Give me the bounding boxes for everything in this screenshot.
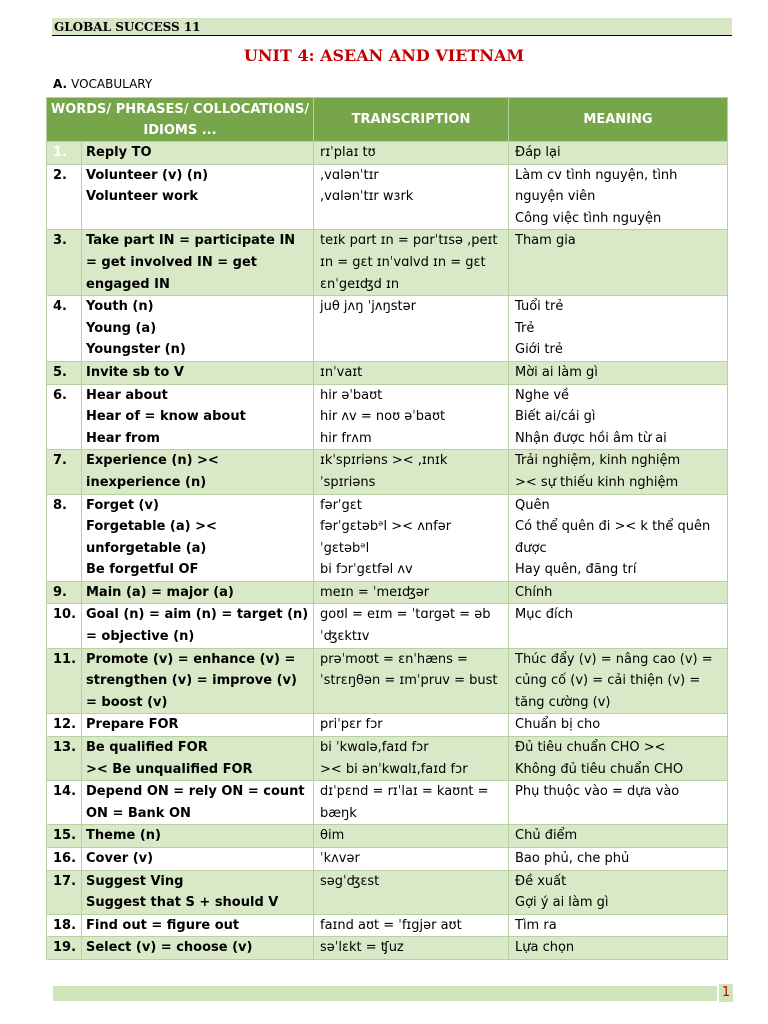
row-number: 17. bbox=[47, 870, 82, 914]
table-row bbox=[47, 164, 728, 230]
meaning-line: Giới trẻ bbox=[515, 342, 563, 358]
meaning-line: Tuổi trẻ bbox=[515, 299, 564, 315]
transcription-cell bbox=[314, 870, 509, 914]
transcription-line: bi fɔrˈgɛtfəl ʌv bbox=[320, 562, 413, 578]
transcription-line: ,vɑlənˈtɪr wɜrk bbox=[320, 189, 414, 205]
meaning-line: Chủ điểm bbox=[515, 828, 578, 844]
transcription-line: >< bi ənˈkwɑlɪ,faɪd fɔr bbox=[320, 761, 468, 777]
word-cell bbox=[82, 781, 314, 825]
meaning-cell bbox=[509, 384, 728, 450]
row-number: 13. bbox=[47, 737, 82, 781]
word-line: unforgetable (a) bbox=[86, 540, 207, 556]
row-number: 14. bbox=[47, 781, 82, 825]
meaning-line: Trải nghiệm, kinh nghiệm bbox=[515, 453, 681, 469]
table-row bbox=[47, 914, 728, 937]
meaning-line: Biết ai/cái gì bbox=[515, 409, 596, 425]
meaning-line: Tìm ra bbox=[515, 917, 557, 933]
word-cell bbox=[82, 450, 314, 494]
meaning-line: Gợi ý ai làm gì bbox=[515, 895, 609, 911]
word-cell bbox=[82, 825, 314, 848]
transcription-cell bbox=[314, 230, 509, 296]
word-line: Hear from bbox=[86, 430, 160, 446]
word-cell bbox=[82, 230, 314, 296]
meaning-line: >< sự thiếu kinh nghiệm bbox=[515, 474, 679, 490]
table-header-row bbox=[47, 98, 728, 142]
meaning-cell bbox=[509, 296, 728, 362]
meaning-line: Nghe về bbox=[515, 387, 570, 403]
table-row bbox=[47, 604, 728, 648]
word-cell bbox=[82, 384, 314, 450]
table-row bbox=[47, 296, 728, 362]
meaning-line: Lựa chọn bbox=[515, 940, 575, 956]
table-body bbox=[47, 142, 728, 960]
word-line: Cover (v) bbox=[86, 851, 154, 866]
meaning-cell bbox=[509, 937, 728, 960]
row-number: 15. bbox=[47, 825, 82, 848]
meaning-line: Thúc đẩy (v) = nâng cao (v) = củng cố (v) = cải thiện (v) = tăng cường (v) bbox=[515, 651, 713, 710]
column-header-words: WORDS/ PHRASES/ COLLOCATIONS/ IDIOMS ... bbox=[47, 98, 314, 142]
meaning-line: Đáp lại bbox=[515, 145, 561, 160]
word-cell bbox=[82, 848, 314, 871]
word-line: Find out = figure out bbox=[86, 917, 240, 933]
transcription-cell bbox=[314, 848, 509, 871]
word-line: Volunteer (v) (n) bbox=[86, 167, 209, 183]
transcription-line: juθ jʌŋ ˈjʌŋstər bbox=[320, 299, 416, 315]
transcription-line: səgˈʤɛst bbox=[320, 873, 380, 889]
footer-bar bbox=[53, 986, 717, 1001]
meaning-cell bbox=[509, 361, 728, 384]
transcription-cell bbox=[314, 714, 509, 737]
word-line: Youngster (n) bbox=[86, 342, 186, 358]
word-line: Promote (v) = enhance (v) = strengthen (v) = improve (v) = boost (v) bbox=[86, 651, 297, 710]
section-heading bbox=[53, 77, 152, 91]
table-row bbox=[47, 714, 728, 737]
word-line: Depend ON = rely ON = count ON = Bank ON bbox=[86, 784, 305, 821]
table-row bbox=[47, 230, 728, 296]
row-number: 16. bbox=[47, 848, 82, 871]
transcription-cell bbox=[314, 648, 509, 714]
word-cell bbox=[82, 142, 314, 165]
table-row bbox=[47, 384, 728, 450]
word-line: Hear of = know about bbox=[86, 409, 246, 425]
meaning-cell bbox=[509, 737, 728, 781]
word-line: Goal (n) = aim (n) = target (n) = objective (n) bbox=[86, 607, 309, 645]
row-number: 2. bbox=[47, 164, 82, 230]
transcription-line: faɪnd aʊt = ˈfɪgjər aʊt bbox=[320, 917, 462, 933]
meaning-cell bbox=[509, 914, 728, 937]
transcription-cell bbox=[314, 581, 509, 604]
meaning-cell bbox=[509, 164, 728, 230]
meaning-cell bbox=[509, 870, 728, 914]
table-row bbox=[47, 648, 728, 714]
transcription-line: teɪk pɑrt ɪn = pɑrˈtɪsə ,peɪt ɪn = gɛt ɪnˈvɑlvd ɪn = gɛt ɛnˈgeɪʤd ɪn bbox=[320, 233, 498, 292]
section-letter: A. bbox=[53, 77, 68, 91]
meaning-line: Hay quên, đãng trí bbox=[515, 562, 637, 578]
row-number: 7. bbox=[47, 450, 82, 494]
meaning-cell bbox=[509, 142, 728, 165]
transcription-line: rɪˈplaɪ tʊ bbox=[320, 145, 376, 160]
word-line: Reply TO bbox=[86, 145, 152, 160]
transcription-line: hir ʌv = noʊ əˈbaʊt bbox=[320, 409, 446, 425]
word-line: Young (a) bbox=[86, 320, 157, 336]
row-number: 1. bbox=[47, 142, 82, 165]
transcription-cell bbox=[314, 825, 509, 848]
meaning-line: Mục đích bbox=[515, 607, 573, 623]
transcription-cell bbox=[314, 142, 509, 165]
meaning-line: Trẻ bbox=[515, 320, 535, 336]
meaning-line: Mời ai làm gì bbox=[515, 364, 598, 380]
table-row bbox=[47, 781, 728, 825]
transcription-line: priˈpɛr fɔr bbox=[320, 717, 383, 733]
meaning-cell bbox=[509, 494, 728, 581]
transcription-line: bi ˈkwɑlə,faɪd fɔr bbox=[320, 740, 429, 756]
section-name: VOCABULARY bbox=[71, 77, 153, 91]
meaning-cell bbox=[509, 848, 728, 871]
word-line: Suggest that S + should V bbox=[86, 895, 279, 911]
transcription-line: ˈkʌvər bbox=[320, 851, 360, 866]
meaning-cell bbox=[509, 648, 728, 714]
word-line: inexperience (n) bbox=[86, 474, 207, 490]
transcription-line: ,vɑlənˈtɪr bbox=[320, 167, 379, 183]
meaning-cell bbox=[509, 825, 728, 848]
book-header: GLOBAL SUCCESS 11 bbox=[52, 18, 732, 36]
transcription-line: ɪkˈspɪriəns >< ,ɪnɪk ˈspɪriəns bbox=[320, 453, 448, 490]
meaning-cell bbox=[509, 604, 728, 648]
word-line: Take part IN = participate IN bbox=[86, 233, 296, 249]
meaning-line: Chính bbox=[515, 584, 553, 600]
transcription-cell bbox=[314, 494, 509, 581]
column-header-transcription: TRANSCRIPTION bbox=[314, 98, 509, 142]
meaning-line: Không đủ tiêu chuẩn CHO bbox=[515, 761, 684, 777]
word-cell bbox=[82, 870, 314, 914]
transcription-cell bbox=[314, 450, 509, 494]
meaning-cell bbox=[509, 781, 728, 825]
word-line: Volunteer work bbox=[86, 189, 199, 205]
meaning-cell bbox=[509, 450, 728, 494]
word-line: Be forgetful OF bbox=[86, 562, 199, 578]
word-line: Theme (n) bbox=[86, 828, 161, 844]
page-number: 1 bbox=[719, 984, 733, 1002]
transcription-cell bbox=[314, 604, 509, 648]
row-number: 3. bbox=[47, 230, 82, 296]
word-line: >< Be unqualified FOR bbox=[86, 761, 253, 777]
transcription-line: θim bbox=[320, 828, 345, 844]
row-number: 19. bbox=[47, 937, 82, 960]
table-row bbox=[47, 581, 728, 604]
transcription-line: səˈlɛkt = ʧuz bbox=[320, 940, 404, 956]
meaning-cell bbox=[509, 714, 728, 737]
word-cell bbox=[82, 714, 314, 737]
transcription-cell bbox=[314, 361, 509, 384]
meaning-line: Chuẩn bị cho bbox=[515, 717, 601, 733]
meaning-line: Nhận được hồi âm từ ai bbox=[515, 430, 667, 446]
transcription-line: fərˈgɛtəbᵊl >< ʌnfər ˈgɛtəbᵊl bbox=[320, 519, 452, 556]
meaning-line: Đủ tiêu chuẩn CHO >< bbox=[515, 740, 666, 756]
word-line: Select (v) = choose (v) bbox=[86, 940, 253, 956]
word-cell bbox=[82, 581, 314, 604]
transcription-cell bbox=[314, 781, 509, 825]
row-number: 10. bbox=[47, 604, 82, 648]
row-number: 4. bbox=[47, 296, 82, 362]
table-row bbox=[47, 737, 728, 781]
row-number: 18. bbox=[47, 914, 82, 937]
transcription-line: fərˈgɛt bbox=[320, 497, 362, 513]
table-row bbox=[47, 825, 728, 848]
transcription-line: goʊl = eɪm = ˈtɑrgət = əbˈʤɛktɪv bbox=[320, 607, 491, 645]
word-cell bbox=[82, 914, 314, 937]
row-number: 9. bbox=[47, 581, 82, 604]
word-line: = get involved IN = get engaged IN bbox=[86, 254, 257, 292]
word-cell bbox=[82, 296, 314, 362]
meaning-line: Phụ thuộc vào = dựa vào bbox=[515, 784, 680, 800]
table-row bbox=[47, 937, 728, 960]
word-cell bbox=[82, 361, 314, 384]
word-cell bbox=[82, 937, 314, 960]
table-row bbox=[47, 361, 728, 384]
meaning-line: Có thể quên đi >< k thể quên được bbox=[515, 519, 711, 556]
transcription-cell bbox=[314, 296, 509, 362]
row-number: 5. bbox=[47, 361, 82, 384]
word-cell bbox=[82, 494, 314, 581]
word-line: Main (a) = major (a) bbox=[86, 584, 234, 600]
transcription-line: hir frʌm bbox=[320, 430, 372, 446]
meaning-line: Bao phủ, che phủ bbox=[515, 851, 630, 866]
table-row bbox=[47, 450, 728, 494]
transcription-cell bbox=[314, 937, 509, 960]
transcription-line: dɪˈpɛnd = rɪˈlaɪ = kaʊnt = bæŋk bbox=[320, 784, 489, 821]
unit-title: UNIT 4: ASEAN AND VIETNAM bbox=[243, 46, 525, 65]
transcription-line: ɪnˈvaɪt bbox=[320, 364, 363, 380]
word-line: Experience (n) >< bbox=[86, 453, 219, 469]
meaning-line: Tham gia bbox=[515, 233, 576, 249]
row-number: 8. bbox=[47, 494, 82, 581]
transcription-line: meɪn = ˈmeɪʤər bbox=[320, 584, 430, 600]
table-row bbox=[47, 848, 728, 871]
table-row bbox=[47, 142, 728, 165]
word-line: Forget (v) bbox=[86, 497, 159, 513]
meaning-line: Công việc tình nguyện bbox=[515, 210, 662, 226]
transcription-cell bbox=[314, 914, 509, 937]
transcription-line: hir əˈbaʊt bbox=[320, 387, 383, 403]
row-number: 6. bbox=[47, 384, 82, 450]
meaning-line: Quên bbox=[515, 497, 550, 513]
table-row bbox=[47, 870, 728, 914]
meaning-line: Làm cv tình nguyện, tình nguyện viên bbox=[515, 167, 678, 205]
word-line: Youth (n) bbox=[86, 299, 154, 315]
vocabulary-table bbox=[46, 97, 728, 960]
transcription-cell bbox=[314, 384, 509, 450]
word-line: Be qualified FOR bbox=[86, 740, 208, 756]
word-line: Hear about bbox=[86, 387, 168, 403]
transcription-line: prəˈmoʊt = ɛnˈhæns = ˈstrɛŋθən = ɪmˈpruv = bust bbox=[320, 651, 498, 689]
word-line: Prepare FOR bbox=[86, 717, 179, 733]
meaning-cell bbox=[509, 581, 728, 604]
word-cell bbox=[82, 737, 314, 781]
transcription-cell bbox=[314, 737, 509, 781]
transcription-cell bbox=[314, 164, 509, 230]
word-cell bbox=[82, 648, 314, 714]
word-cell bbox=[82, 604, 314, 648]
word-line: Forgetable (a) >< bbox=[86, 519, 217, 535]
word-line: Invite sb to V bbox=[86, 364, 184, 380]
row-number: 11. bbox=[47, 648, 82, 714]
column-header-meaning: MEANING bbox=[509, 98, 728, 142]
row-number: 12. bbox=[47, 714, 82, 737]
meaning-line: Đề xuất bbox=[515, 873, 567, 889]
table-row bbox=[47, 494, 728, 581]
word-cell bbox=[82, 164, 314, 230]
word-line: Suggest Ving bbox=[86, 873, 184, 889]
meaning-cell bbox=[509, 230, 728, 296]
